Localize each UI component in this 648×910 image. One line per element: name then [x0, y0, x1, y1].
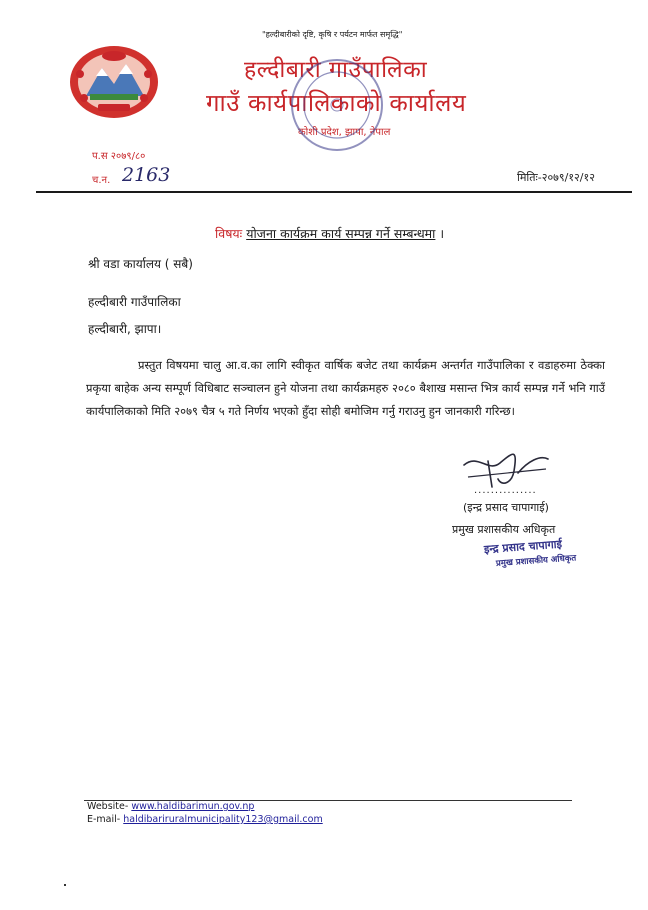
- footer-website: [87, 801, 254, 812]
- stamp-title: प्रमुख प्रशासकीय अधिकृत: [495, 553, 577, 569]
- signature-dotted-line: ...............: [474, 485, 537, 496]
- subject-text: योजना कार्यक्रम कार्य सम्पन्न गर्ने सम्बन्धमा: [246, 226, 436, 241]
- office-seal-icon: [288, 56, 386, 154]
- stray-mark: [64, 884, 66, 886]
- organization-name: हल्दीबारी गाउँपालिका: [244, 57, 428, 83]
- recipient-line-3: हल्दीबारी, झापा।: [88, 322, 162, 336]
- office-name: गाउँ कार्यपालिकाको कार्यालय: [206, 89, 467, 117]
- website-label: Website-: [87, 801, 129, 812]
- subject-label: विषयः: [215, 226, 243, 241]
- website-link[interactable]: www.haldibarimun.gov.np: [131, 801, 255, 812]
- subject-end-mark: ।: [435, 226, 445, 241]
- signer-name: (इन्द्र प्रसाद चापागाई): [463, 501, 549, 514]
- recipient-line-1: श्री वडा कार्यालय ( सबै): [88, 257, 193, 271]
- letter-date: मितिः-२०७९/१२/१२: [517, 171, 595, 184]
- reference-number: प.स २०७९/८०: [92, 151, 146, 162]
- body-paragraph: प्रस्तुत विषयमा चालु आ.व.का लागि स्वीकृत वार्षिक बजेट तथा कार्यक्रम अन्तर्गत गाउँपालिका र वडाहरुमा ठेक्का प्रकृया बाहेक अन्य सम्पूर्ण विधिबाट सञ्चालन हुने योजना तथा कार्यक्रमहरु २०८० बैशाख मसान्त भित्र कार्य सम्पन्न गर्ने भनि गाउँ कार्यपालिकाको मिति २०७९ चैत्र ५ गते निर्णय भएको हुँदा सोही बमोजिम गर्नु गराउनु हुन जानकारी गरिन्छ।: [86, 358, 605, 418]
- dispatch-number-value: 2163: [122, 164, 171, 186]
- stamp-name: इन्द्र प्रसाद चापागाई: [483, 537, 563, 556]
- footer-email: [87, 814, 323, 825]
- signer-title: प्रमुख प्रशासकीय अधिकृत: [452, 523, 556, 536]
- motto: "हल्दीबारीको दृष्टि, कृषि र पर्यटन मार्फत समृद्धि": [262, 30, 403, 39]
- email-link[interactable]: haldibariruralmunicipality123@gmail.com: [123, 814, 323, 825]
- email-label: E-mail-: [87, 814, 121, 825]
- subject-line: [215, 225, 444, 242]
- dispatch-number-label: च.न.: [92, 175, 111, 186]
- recipient-line-2: हल्दीबारी गाउँपालिका: [88, 295, 181, 309]
- nepal-emblem-icon: [64, 34, 164, 120]
- office-address: कोशी प्रदेश, झापा, नेपाल: [298, 127, 391, 138]
- header-divider: [36, 191, 632, 193]
